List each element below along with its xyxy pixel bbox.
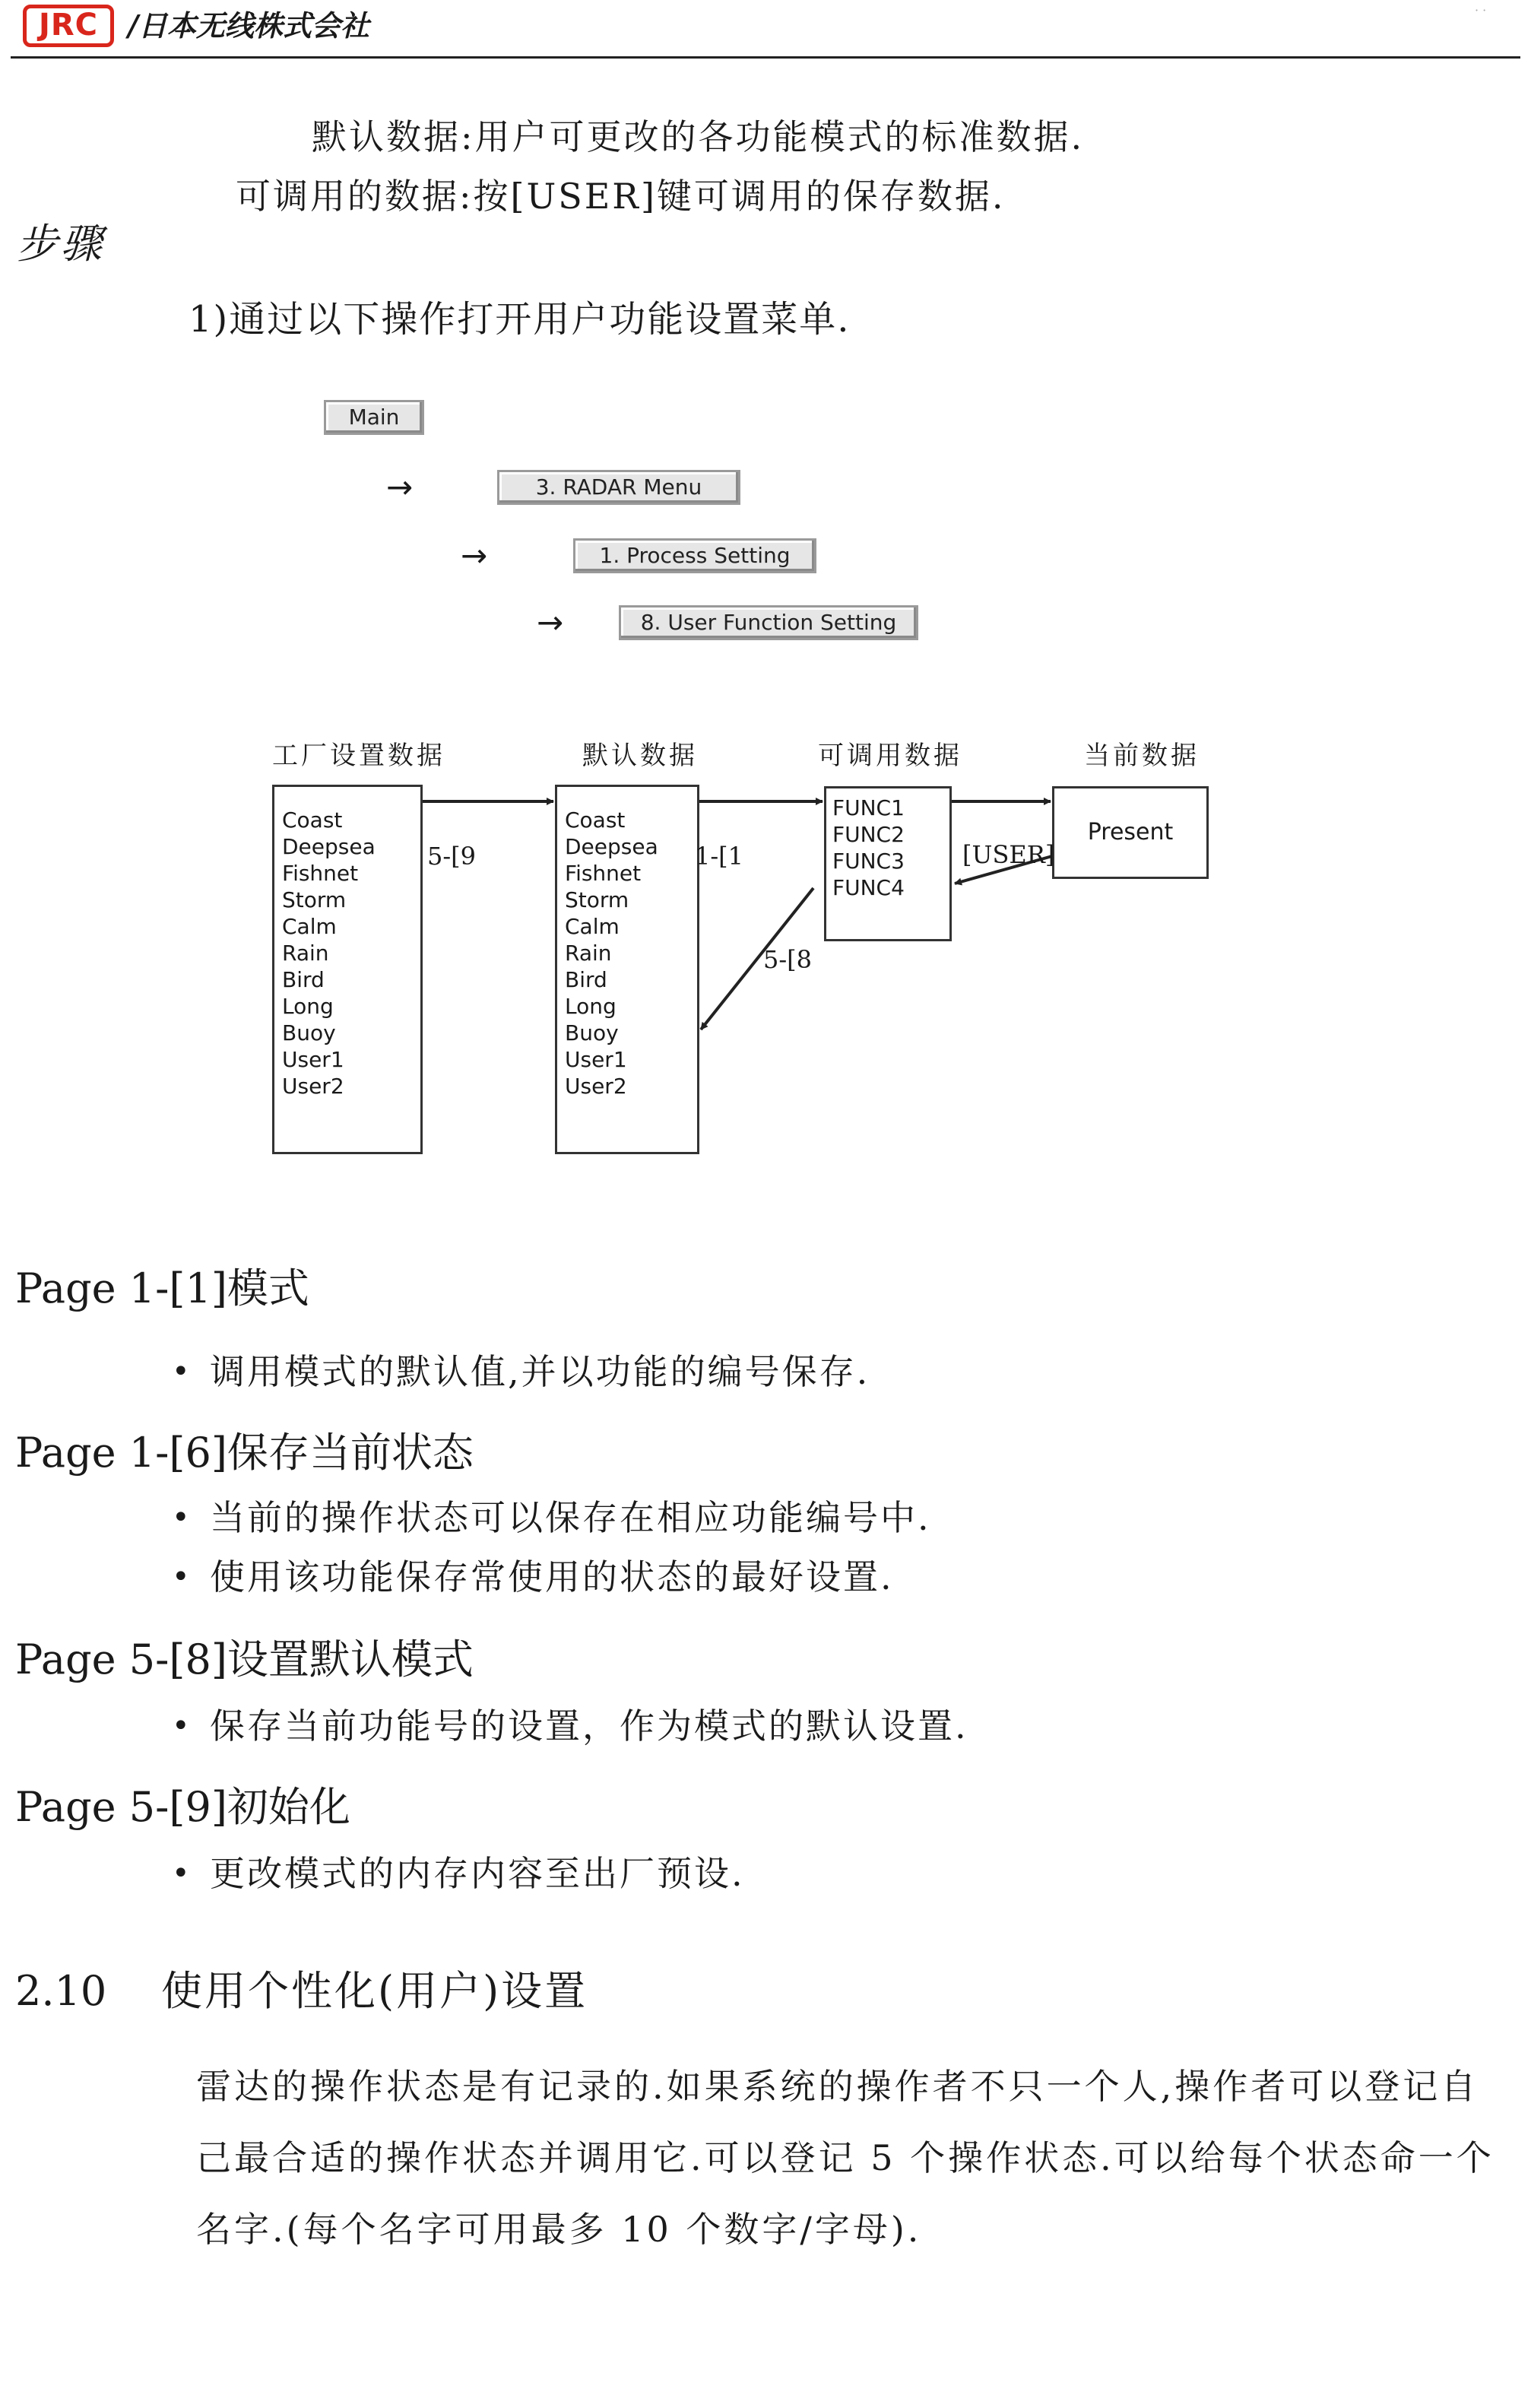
factory-item: Bird xyxy=(282,967,325,992)
steps-heading: 步骤 xyxy=(17,220,105,268)
factory-item: User2 xyxy=(282,1074,344,1099)
default-item: Coast xyxy=(565,807,626,833)
factory-item: Calm xyxy=(282,914,337,939)
factory-item: Rain xyxy=(282,941,329,966)
intro-line-default: 默认数据:用户可更改的各功能模式的标准数据. xyxy=(312,116,1085,157)
bullet-text: 保存当前功能号的设置，作为模式的默认设置. xyxy=(210,1705,968,1747)
company-name: /日本无线株式会社 xyxy=(128,8,369,43)
func-item: FUNC3 xyxy=(832,849,905,874)
bullet-text: 更改模式的内存内容至出厂预设. xyxy=(210,1853,745,1894)
title-present-data: 当前数据 xyxy=(1084,741,1200,771)
section-heading-page-5-8: Page 5-[8]设置默认模式 xyxy=(15,1635,474,1683)
bullet-icon: • xyxy=(172,1354,190,1389)
default-item: Long xyxy=(565,994,617,1019)
func-item: FUNC4 xyxy=(832,875,905,900)
factory-item: Deepsea xyxy=(282,834,376,859)
func-item: FUNC1 xyxy=(832,795,905,820)
paragraph-line-2: 己最合适的操作状态并调用它.可以登记 5 个操作状态.可以给每个状态命一个 xyxy=(196,2137,1495,2178)
process-setting-button[interactable]: 1. Process Setting xyxy=(573,538,816,573)
label-page-5-9: 5-[9 xyxy=(427,842,477,871)
arrow-icon: → xyxy=(386,468,414,506)
title-factory-data: 工厂设置数据 xyxy=(272,741,445,771)
bullet-text: 调用模式的默认值,并以功能的编号保存. xyxy=(210,1351,870,1392)
default-item: Buoy xyxy=(565,1020,619,1045)
arrow-icon: → xyxy=(461,537,488,574)
label-user-key: [USER] xyxy=(962,840,1055,869)
step-1-text: 1)通过以下操作打开用户功能设置菜单. xyxy=(189,298,851,341)
bullet-icon: • xyxy=(172,1856,190,1891)
section-title: 使用个性化(用户)设置 xyxy=(161,1967,588,2015)
bullet-icon: • xyxy=(172,1559,190,1594)
present-label: Present xyxy=(1087,819,1174,845)
bullet-text: 使用该功能保存常使用的状态的最好设置. xyxy=(210,1556,894,1597)
radar-menu-button[interactable]: 3. RADAR Menu xyxy=(497,470,740,505)
factory-item: Storm xyxy=(282,887,347,912)
factory-item: User1 xyxy=(282,1047,344,1072)
bullet-text: 当前的操作状态可以保存在相应功能编号中. xyxy=(210,1497,931,1538)
default-item: Rain xyxy=(565,941,612,966)
bullet-icon: • xyxy=(172,1708,190,1743)
factory-item: Buoy xyxy=(282,1020,336,1045)
section-heading-page-1-1: Page 1-[1]模式 xyxy=(15,1264,309,1312)
default-item: Deepsea xyxy=(565,834,658,859)
intro-line-callable: 可调用的数据:按[USER]键可调用的保存数据. xyxy=(236,176,1006,217)
factory-item: Long xyxy=(282,994,334,1019)
func-item: FUNC2 xyxy=(832,822,905,847)
default-item: User1 xyxy=(565,1047,627,1072)
paragraph-line-3: 名字.(每个名字可用最多 10 个数字/字母). xyxy=(196,2209,922,2250)
arrow-icon: → xyxy=(537,604,564,641)
main-menu-button[interactable]: Main xyxy=(324,400,424,435)
label-page-1-1: 1-[1 xyxy=(695,842,744,871)
default-item: Fishnet xyxy=(565,861,642,886)
label-page-5-8: 5-[8 xyxy=(763,945,813,974)
paragraph-line-1: 雷达的操作状态是有记录的.如果系统的操作者不只一个人,操作者可以登记自 xyxy=(196,2066,1479,2107)
section-heading-page-1-6: Page 1-[6]保存当前状态 xyxy=(15,1429,474,1477)
section-number: 2.10 xyxy=(15,1967,107,2015)
jrc-logo: JRC xyxy=(23,5,114,47)
title-default-data: 默认数据 xyxy=(582,741,698,771)
factory-item: Coast xyxy=(282,807,343,833)
default-item: Storm xyxy=(565,887,629,912)
bullet-icon: • xyxy=(172,1500,190,1535)
default-item: Calm xyxy=(565,914,620,939)
section-heading-page-5-9: Page 5-[9]初始化 xyxy=(15,1783,350,1831)
factory-item: Fishnet xyxy=(282,861,359,886)
default-item: User2 xyxy=(565,1074,627,1099)
default-item: Bird xyxy=(565,967,607,992)
user-function-setting-button[interactable]: 8. User Function Setting xyxy=(619,605,918,640)
title-callable-data: 可调用数据 xyxy=(818,741,962,771)
corner-marks: · · xyxy=(1475,3,1487,17)
